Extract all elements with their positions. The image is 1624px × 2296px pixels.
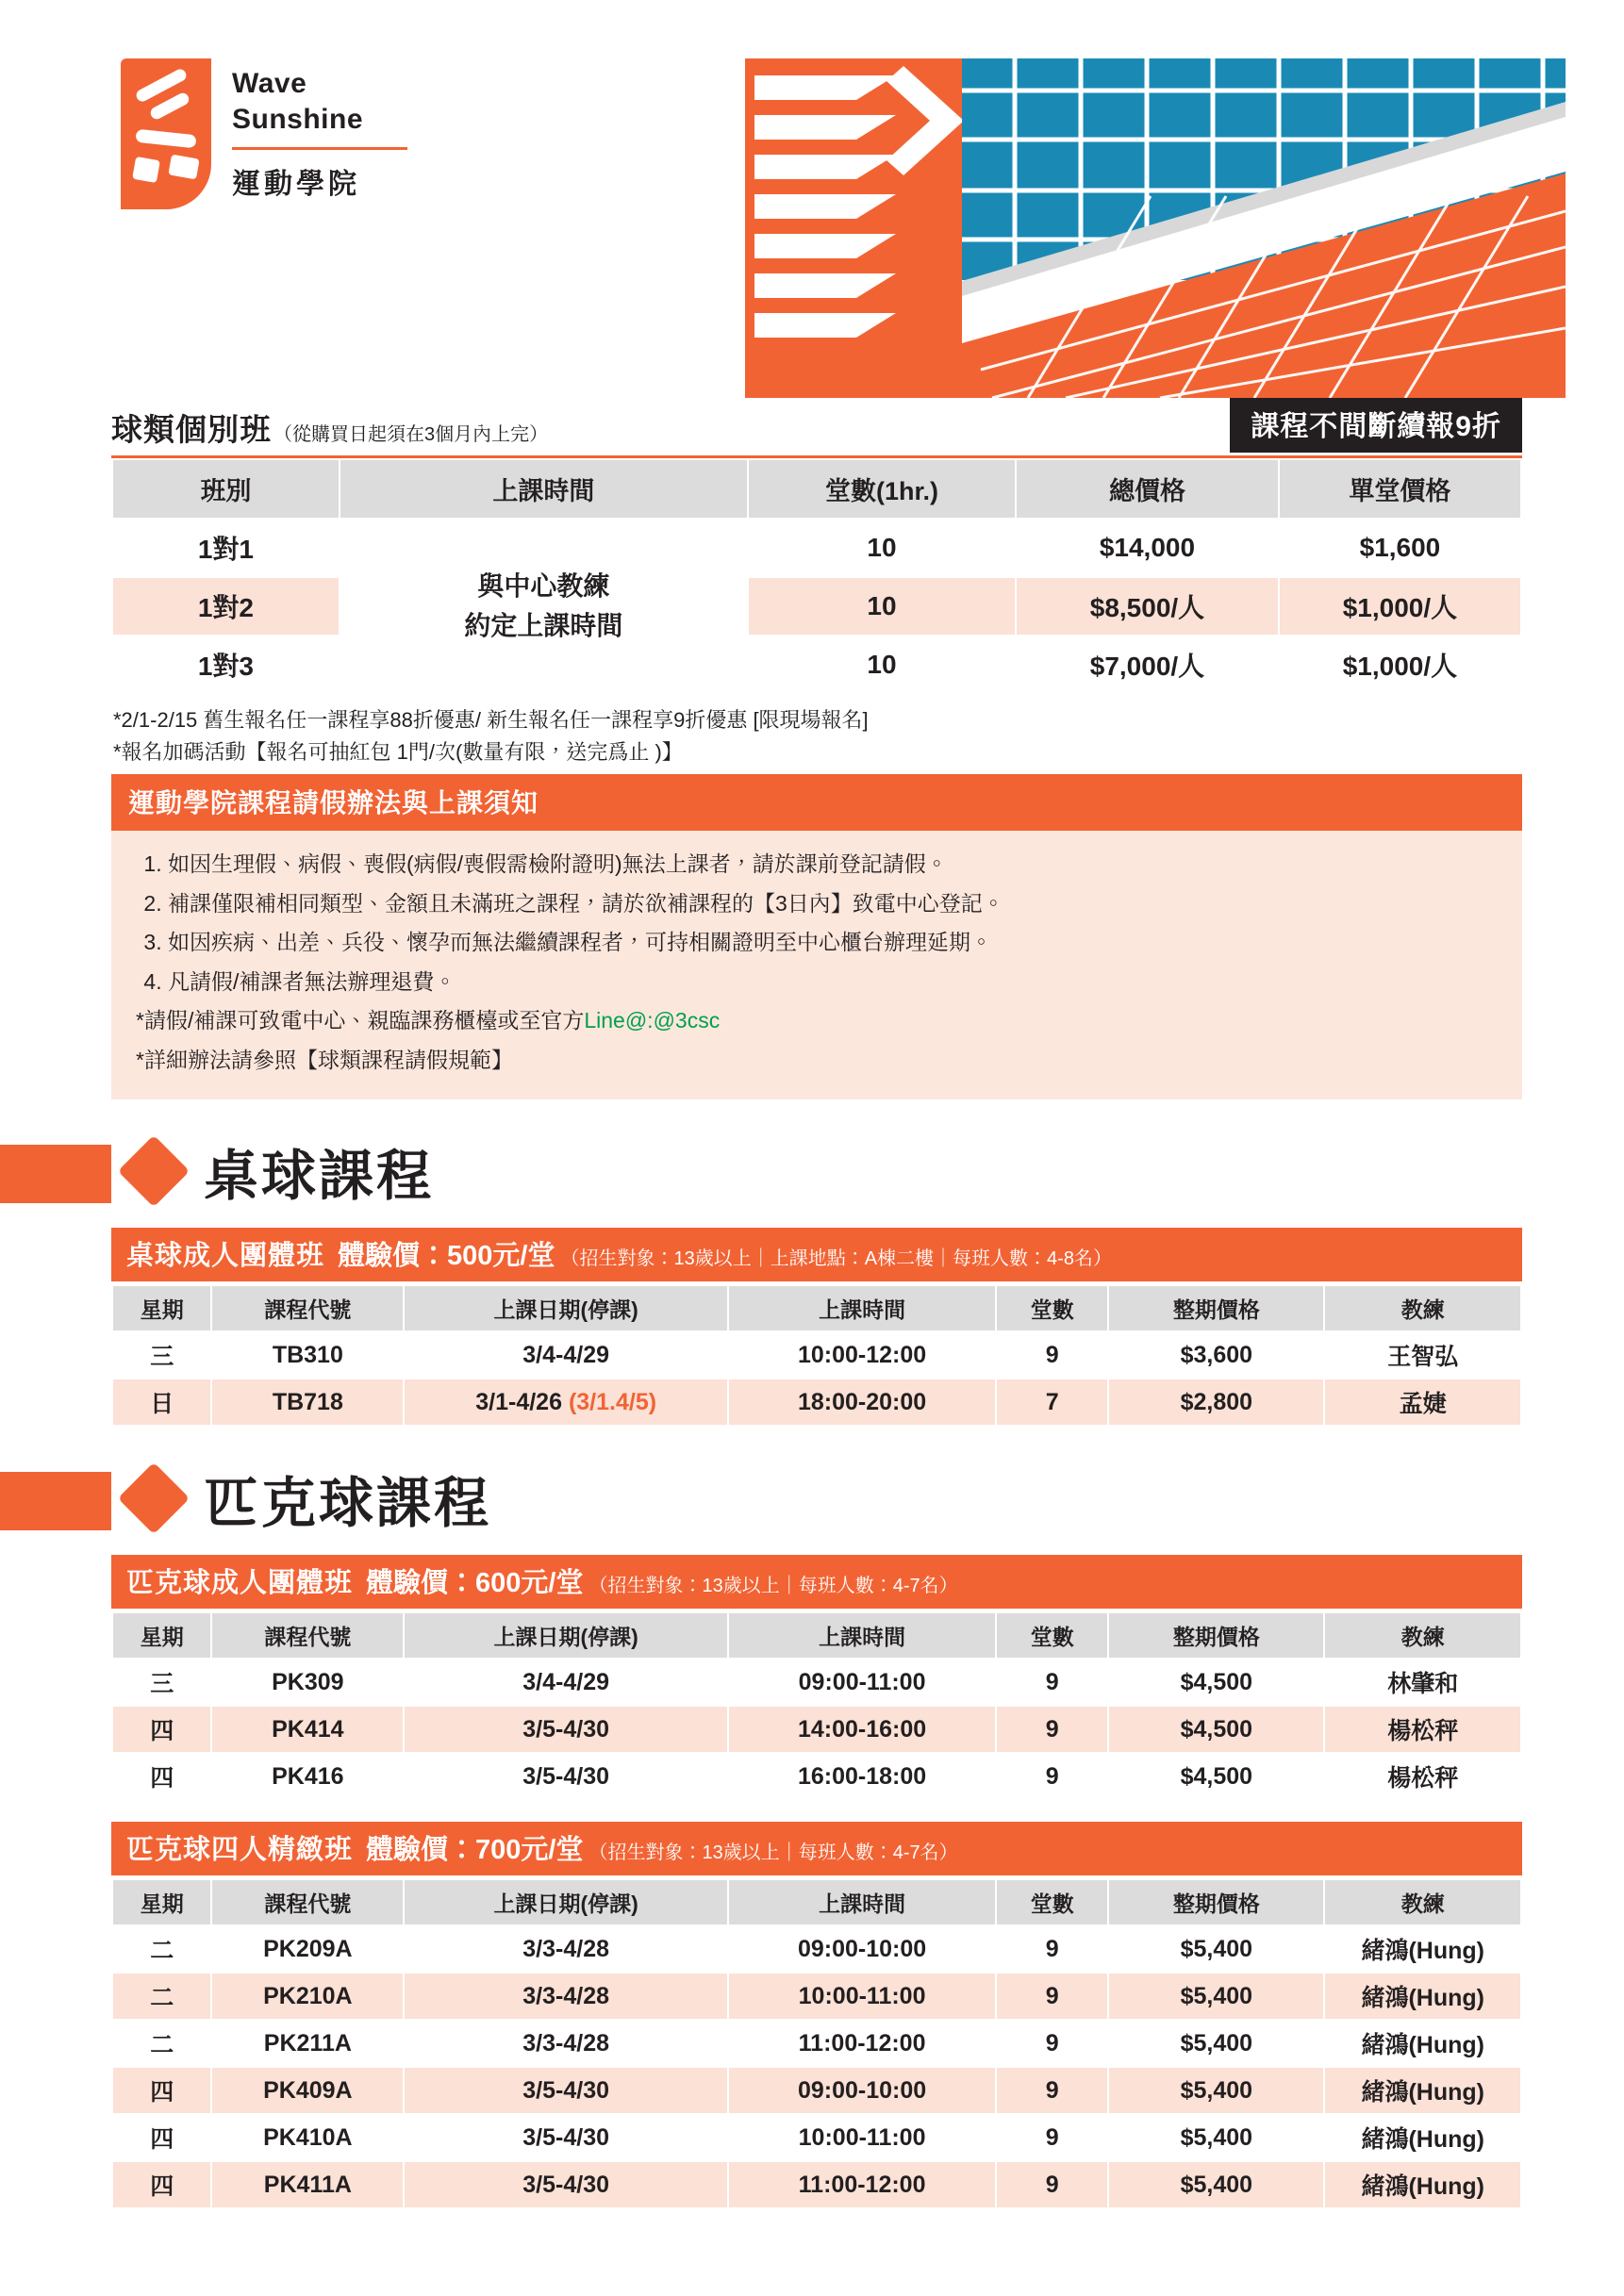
cell-day: 日 [112,1379,211,1426]
cell-code: PK416 [211,1753,404,1800]
cell-day: 二 [112,2020,211,2067]
class-meta: （招生對象：13歲以上｜每班人數：4-7名） [588,1576,958,1597]
cell-unit: $1,000/人 [1279,577,1521,636]
table-row [112,1331,1521,1379]
cell-day: 四 [112,2067,211,2114]
table-row [112,519,1521,577]
cell-date: 3/3-4/28 [404,1973,728,2020]
col-coach: 教練 [1324,1879,1521,1925]
cell-day: 三 [112,1659,211,1706]
cell-time: 10:00-11:00 [728,1973,996,2020]
class-name: 匹克球成人團體班 [126,1568,354,1599]
cell-total: $7,000/人 [1016,636,1279,694]
cell-date: 3/4-4/29 [404,1659,728,1706]
individual-title-main: 球類個別班 [111,412,272,447]
cell-price: $5,400 [1108,2114,1324,2161]
cell-day: 四 [112,2114,211,2161]
note-line-1: *2/1-2/15 舊生報名任一課程享88折優惠/ 新生報名任一課程享9折優惠 [限現場報名] [113,708,869,732]
brand-underline [232,147,407,150]
col-time: 上課時間 [728,1879,996,1925]
policy-contact-line [136,1002,1498,1040]
cell-price: $5,400 [1108,1925,1324,1973]
table-row [112,577,1521,636]
cell-coach: 緒鴻(Hung) [1324,2067,1521,2114]
cell-class-type: 1對2 [112,577,340,636]
cell-date: 3/5-4/30 [404,1706,728,1753]
cell-code: PK414 [211,1706,404,1753]
cell-code: PK211A [211,2020,404,2067]
cell-price: $5,400 [1108,2020,1324,2067]
brand-name-zh: 運動學院 [232,168,360,200]
col-sessions: 堂數(1hr.) [748,459,1016,519]
cell-coach: 緒鴻(Hung) [1324,1973,1521,2020]
cell-coach: 緒鴻(Hung) [1324,2161,1521,2208]
cell-date: 3/5-4/30 [404,2114,728,2161]
class-bar-tt-adult [111,1228,1522,1281]
col-time: 上課時間 [728,1285,996,1331]
cell-code: PK210A [211,1973,404,2020]
class-price: 體驗價：700元/堂 [366,1835,584,1866]
col-sessions: 堂數 [996,1285,1108,1331]
cell-class-type: 1對3 [112,636,340,694]
individual-notes [111,695,1522,774]
note-line-2: *報名加碼活動【報名可抽紅包 1門/次(數量有限，送完爲止 )】 [113,740,683,765]
col-date: 上課日期(停課) [404,1879,728,1925]
cell-time: 09:00-10:00 [728,2067,996,2114]
table-row [112,636,1521,694]
cell-price: $4,500 [1108,1753,1324,1800]
col-sessions: 堂數 [996,1612,1108,1659]
cell-day: 三 [112,1331,211,1379]
cell-sessions: 10 [748,577,1016,636]
diamond-icon [118,1135,190,1207]
col-unit-price: 單堂價格 [1279,459,1521,519]
cell-sessions: 9 [996,1753,1108,1800]
cell-sessions: 9 [996,1331,1108,1379]
cell-price: $5,400 [1108,1973,1324,2020]
class-meta: （招生對象：13歲以上｜每班人數：4-7名） [588,1842,958,1864]
header-illustration [745,58,1566,398]
col-day: 星期 [112,1612,211,1659]
logo-text [232,58,407,202]
table-row [112,1753,1521,1800]
sport-title: 桌球課程 [204,1146,435,1208]
logo-mark-icon [121,58,211,209]
policy-list [136,846,1498,1000]
col-coach: 教練 [1324,1285,1521,1331]
cell-code: PK309 [211,1659,404,1706]
col-day: 星期 [112,1879,211,1925]
cell-time: 09:00-11:00 [728,1659,996,1706]
policy-body [111,831,1522,1099]
cell-date: 3/5-4/30 [404,1753,728,1800]
individual-section-header [111,396,1522,458]
course-table-pk-adult [111,1611,1522,1801]
class-price: 體驗價：500元/堂 [338,1241,555,1272]
brand-name-en [232,58,407,150]
cell-class-type: 1對1 [112,519,340,577]
cell-day: 二 [112,1925,211,1973]
cell-day: 二 [112,1973,211,2020]
cell-time: 11:00-12:00 [728,2020,996,2067]
col-price: 整期價格 [1108,1612,1324,1659]
cell-time: 09:00-10:00 [728,1925,996,1973]
table-header-row [112,1612,1521,1659]
individual-price-table [111,458,1522,695]
cell-coach: 緒鴻(Hung) [1324,2020,1521,2067]
cell-code: PK411A [211,2161,404,2208]
diamond-icon [118,1462,190,1534]
course-table-pk-quad [111,1878,1522,2209]
cell-coach: 緒鴻(Hung) [1324,1925,1521,1973]
cell-date: 3/3-4/28 [404,2020,728,2067]
cell-price: $5,400 [1108,2161,1324,2208]
header [0,0,1624,396]
cell-day: 四 [112,1753,211,1800]
cell-time: 11:00-12:00 [728,2161,996,2208]
brand-name-line1: Wave [232,68,307,99]
cell-coach: 孟婕 [1324,1379,1521,1426]
cell-time: 10:00-12:00 [728,1331,996,1379]
policy-item: 2. 補課僅限補相同類型、金額且未滿班之課程，請於欲補課程的【3日內】致電中心登記。 [168,885,1498,923]
col-total-price: 總價格 [1016,459,1279,519]
policy-heading: 運動學院課程請假辦法與上課須知 [111,774,1522,831]
policy-reference-line: *詳細辦法請參照【球類課程請假規範】 [136,1047,513,1072]
cell-code: PK209A [211,1925,404,1973]
cell-time: 10:00-11:00 [728,2114,996,2161]
table-row [112,2020,1521,2067]
sport-heading-table-tennis [111,1131,1522,1211]
col-code: 課程代號 [211,1285,404,1331]
cell-sessions: 10 [748,519,1016,577]
cell-date-stop: (3/1.4/5) [568,1388,657,1415]
cell-code: TB310 [211,1331,404,1379]
table-row [112,1379,1521,1426]
content [0,396,1624,2209]
table-header-row [112,1285,1521,1331]
col-sessions: 堂數 [996,1879,1108,1925]
table-header-row [112,1879,1521,1925]
cell-sessions: 9 [996,2161,1108,2208]
col-day: 星期 [112,1285,211,1331]
policy-contact-text: *請假/補課可致電中心、親臨課務櫃檯或至官方 [136,1008,585,1033]
logo [121,58,407,209]
line-link[interactable]: Line@:@3csc [584,1008,721,1033]
cell-coach: 緒鴻(Hung) [1324,2114,1521,2161]
cell-code: PK409A [211,2067,404,2114]
table-row [112,1706,1521,1753]
cell-date [404,1331,728,1379]
col-coach: 教練 [1324,1612,1521,1659]
class-meta: （招生對象：13歲以上｜上課地點：A棟二樓｜每班人數：4-8名） [560,1248,1112,1270]
cell-sessions: 7 [996,1379,1108,1426]
cell-code: TB718 [211,1379,404,1426]
cell-total: $8,500/人 [1016,577,1279,636]
cell-price: $2,800 [1108,1379,1324,1426]
col-code: 課程代號 [211,1879,404,1925]
col-date: 上課日期(停課) [404,1285,728,1331]
cell-coach: 王智弘 [1324,1331,1521,1379]
cell-price: $4,500 [1108,1659,1324,1706]
brand-name-line2: Sunshine [232,104,364,136]
cell-date [404,1379,728,1426]
cell-sessions: 9 [996,1706,1108,1753]
class-bar-pk-adult [111,1555,1522,1609]
individual-title-sub: （從購買日起須在3個月內上完） [273,424,549,445]
col-time: 上課時間 [728,1612,996,1659]
table-row [112,2114,1521,2161]
sport-heading-pickleball [111,1459,1522,1538]
table-row [112,2161,1521,2208]
cell-schedule-note [340,519,748,694]
cell-total: $14,000 [1016,519,1279,577]
col-price: 整期價格 [1108,1879,1324,1925]
cell-price: $3,600 [1108,1331,1324,1379]
cell-day: 四 [112,2161,211,2208]
sport-title: 匹克球課程 [204,1473,492,1535]
cell-time: 16:00-18:00 [728,1753,996,1800]
cell-sessions: 9 [996,2020,1108,2067]
course-table-tt-adult [111,1284,1522,1427]
cell-date: 3/5-4/30 [404,2161,728,2208]
table-row [112,1925,1521,1973]
col-date: 上課日期(停課) [404,1612,728,1659]
schedule-note-line2: 約定上課時間 [464,611,623,640]
court-illustration-svg [745,58,1566,398]
cell-coach: 楊松秤 [1324,1753,1521,1800]
cell-date: 3/5-4/30 [404,2067,728,2114]
cell-unit: $1,600 [1279,519,1521,577]
schedule-note-line1: 與中心教練 [477,571,610,601]
table-header-row [112,459,1521,519]
cell-sessions: 10 [748,636,1016,694]
policy-item: 3. 如因疾病、出差、兵役、懷孕而無法繼續課程者，可持相關證明至中心櫃台辦理延期。 [168,924,1498,962]
cell-date-text: 3/1-4/26 [475,1388,562,1415]
cell-price: $4,500 [1108,1706,1324,1753]
cell-sessions: 9 [996,1973,1108,2020]
policy-item: 1. 如因生理假、病假、喪假(病假/喪假需檢附證明)無法上課者，請於課前登記請假。 [168,846,1498,884]
cell-unit: $1,000/人 [1279,636,1521,694]
col-class-type: 班別 [112,459,340,519]
table-row [112,2067,1521,2114]
table-row [112,1973,1521,2020]
promo-badge: 課程不間斷續報9折 [1230,396,1522,453]
cell-sessions: 9 [996,2114,1108,2161]
policy-item: 4. 凡請假/補課者無法辦理退費。 [168,964,1498,1001]
class-name: 匹克球四人精緻班 [126,1835,354,1866]
cell-time: 18:00-20:00 [728,1379,996,1426]
cell-date-text: 3/4-4/29 [522,1341,610,1368]
col-price: 整期價格 [1108,1285,1324,1331]
cell-sessions: 9 [996,1925,1108,1973]
cell-time: 14:00-16:00 [728,1706,996,1753]
class-price: 體驗價：600元/堂 [366,1568,584,1599]
cell-code: PK410A [211,2114,404,2161]
cell-date: 3/3-4/28 [404,1925,728,1973]
class-bar-pk-quad [111,1822,1522,1875]
individual-section-title [111,405,548,450]
cell-day: 四 [112,1706,211,1753]
cell-sessions: 9 [996,1659,1108,1706]
table-row [112,1659,1521,1706]
cell-price: $5,400 [1108,2067,1324,2114]
class-name: 桌球成人團體班 [126,1241,325,1272]
col-class-time: 上課時間 [340,459,748,519]
cell-coach: 楊松秤 [1324,1706,1521,1753]
cell-sessions: 9 [996,2067,1108,2114]
cell-coach: 林肇和 [1324,1659,1521,1706]
col-code: 課程代號 [211,1612,404,1659]
